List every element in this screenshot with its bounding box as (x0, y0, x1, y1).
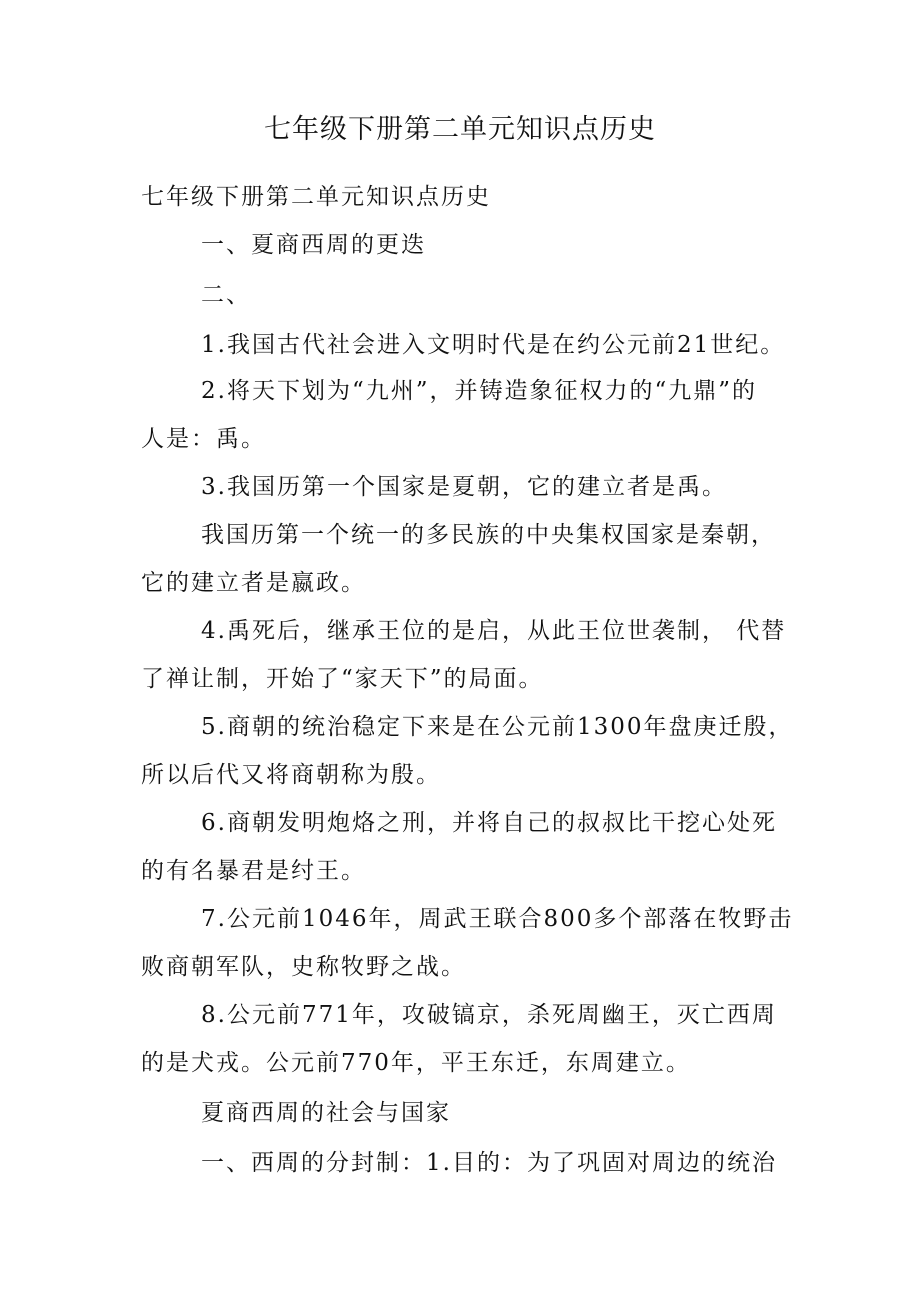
paragraph-line: 了禅让制，开始了“家天下”的局面。 (141, 666, 544, 692)
paragraph-line: 败商朝军队，史称牧野之战。 (141, 954, 466, 980)
paragraph-line: 所以后代又将商朝称为殷。 (141, 762, 441, 788)
paragraph-line: 它的建立者是嬴政。 (141, 570, 366, 596)
section-heading: 夏商西周的社会与国家 (201, 1100, 451, 1126)
heading-line: 二、 (201, 282, 251, 308)
document-subtitle: 七年级下册第二单元知识点历史 (141, 184, 491, 210)
paragraph-line: 我国历第一个统一的多民族的中央集权国家是秦朝， (201, 522, 776, 548)
paragraph-line: 8.公元前771年，攻破镐京，杀死周幽王，灭亡西周 (201, 1002, 777, 1028)
paragraph-line: 3.我国历第一个国家是夏朝，它的建立者是禹。 (201, 474, 727, 500)
paragraph-line: 1.我国古代社会进入文明时代是在约公元前21世纪。 (201, 332, 786, 358)
paragraph-line: 7.公元前1046年，周武王联合800多个部落在牧野击 (201, 906, 794, 932)
paragraph-line: 5.商朝的统治稳定下来是在公元前1300年盘庚迁殷， (201, 714, 794, 740)
paragraph-line: 6.商朝发明炮烙之刑，并将自己的叔叔比干挖心处死 (201, 810, 777, 836)
document-title: 七年级下册第二单元知识点历史 (264, 114, 656, 145)
paragraph-line: 人是：禹。 (141, 426, 266, 452)
paragraph-line: 一、西周的分封制：1.目的：为了巩固对周边的统治 (201, 1150, 777, 1176)
paragraph-line: 4.禹死后，继承王位的是启，从此王位世袭制， 代替 (201, 618, 787, 644)
paragraph-line: 的是犬戎。公元前770年，平王东迁，东周建立。 (141, 1050, 691, 1076)
paragraph-line: 的有名暴君是纣王。 (141, 858, 366, 884)
paragraph-line: 2.将天下划为“九州”，并铸造象征权力的“九鼎”的 (201, 378, 757, 404)
heading-line: 一、夏商西周的更迭 (201, 232, 426, 258)
